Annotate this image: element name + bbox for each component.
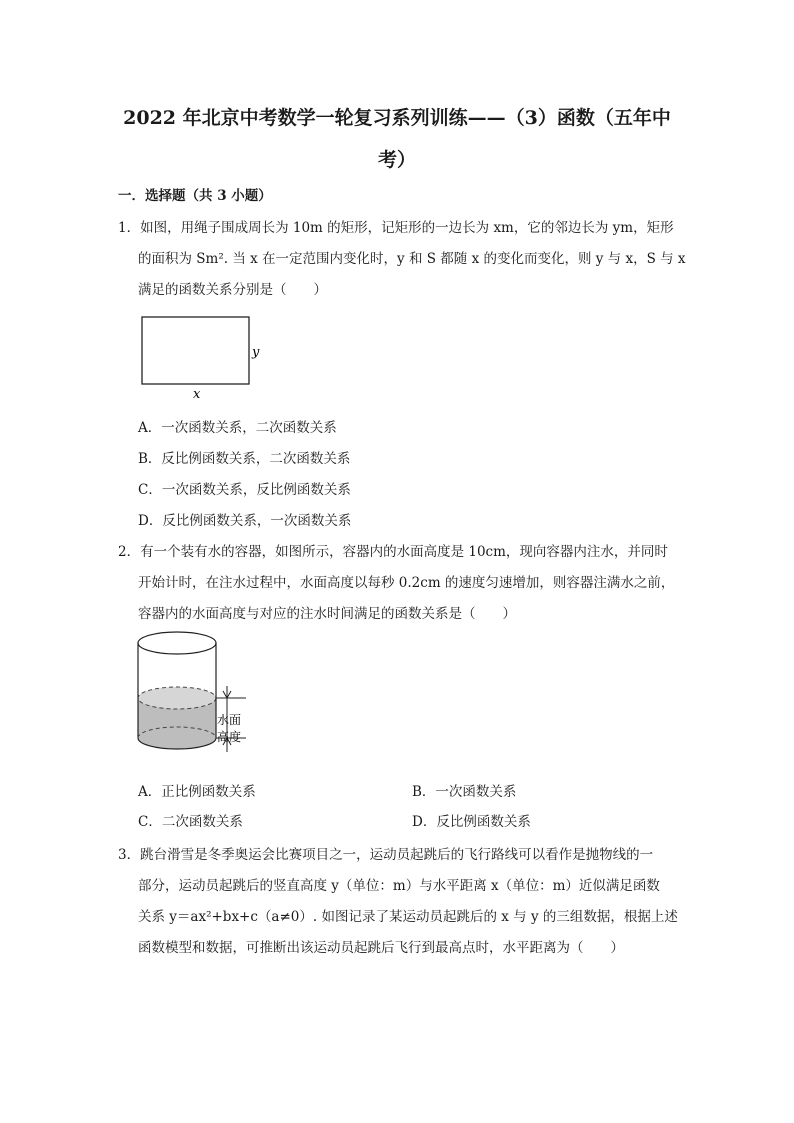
question-1-option-a: A．一次函数关系，二次函数关系: [138, 420, 337, 436]
document-title-continued: 考）: [377, 149, 416, 171]
question-1-option-d: D．反比例函数关系，一次函数关系: [138, 513, 352, 529]
question-1-line-3: 满足的函数关系分别是（ ）: [138, 282, 327, 298]
question-1-line-2: 的面积为 Sm². 当 x 在一定范围内变化时，y 和 S 都随 x 的变化而变化，则 y 与 x，S 与 x: [138, 251, 686, 267]
question-1-option-c: C．一次函数关系，反比例函数关系: [138, 482, 351, 498]
question-2-line-2: 开始计时，在注水过程中，水面高度以每秒 0.2cm 的速度匀速增加，则容器注满水之前，: [138, 575, 675, 591]
cylinder-top-ellipse: [138, 632, 216, 654]
question-2-line-3: 容器内的水面高度与对应的注水时间满足的函数关系是（ ）: [138, 606, 516, 622]
document-title: 2022 年北京中考数学一轮复习系列训练——（3）函数（五年中: [123, 107, 671, 129]
question-2-line-1: 2．有一个装有水的容器，如图所示，容器内的水面高度是 10cm，现向容器内注水，并同时: [118, 544, 668, 560]
question-2-option-a: A．正比例函数关系: [138, 784, 256, 800]
water-height-label-2: 高度: [217, 730, 242, 744]
question-3-line-1: 3．跳台滑雪是冬季奥运会比赛项目之一，运动员起跳后的飞行路线可以看作是抛物线的一: [118, 847, 654, 863]
rectangle-figure: [140, 314, 270, 402]
question-3-line-3: 关系 y＝ax²+bx+c（a≠0）. 如图记录了某运动员起跳后的 x 与 y 的三组数据，根据上述: [138, 909, 678, 925]
question-1-option-b: B．反比例函数关系，二次函数关系: [138, 451, 351, 467]
water-surface-ellipse: [138, 687, 216, 709]
question-2-option-b: B．一次函数关系: [412, 784, 517, 800]
rectangle-x-label: x: [193, 387, 201, 402]
question-2-option-d: D．反比例函数关系: [412, 814, 531, 830]
water-height-label-1: 水面: [217, 713, 242, 727]
cylinder-container-figure: [134, 628, 264, 764]
question-1-line-1: 1．如图，用绳子围成周长为 10m 的矩形，记矩形的一边长为 xm，它的邻边长为 ym，矩形: [118, 220, 674, 236]
section-heading: 一．选择题（共 3 小题）: [118, 188, 272, 204]
rectangle-y-label: y: [252, 345, 260, 360]
question-3-line-4: 函数模型和数据，可推断出该运动员起跳后飞行到最高点时，水平距离为（ ）: [138, 940, 624, 956]
rectangle-shape: [142, 317, 249, 384]
question-3-line-2: 部分，运动员起跳后的竖直高度 y（单位：m）与水平距离 x（单位：m）近似满足函数: [138, 878, 660, 894]
question-2-option-c: C．二次函数关系: [138, 814, 243, 830]
